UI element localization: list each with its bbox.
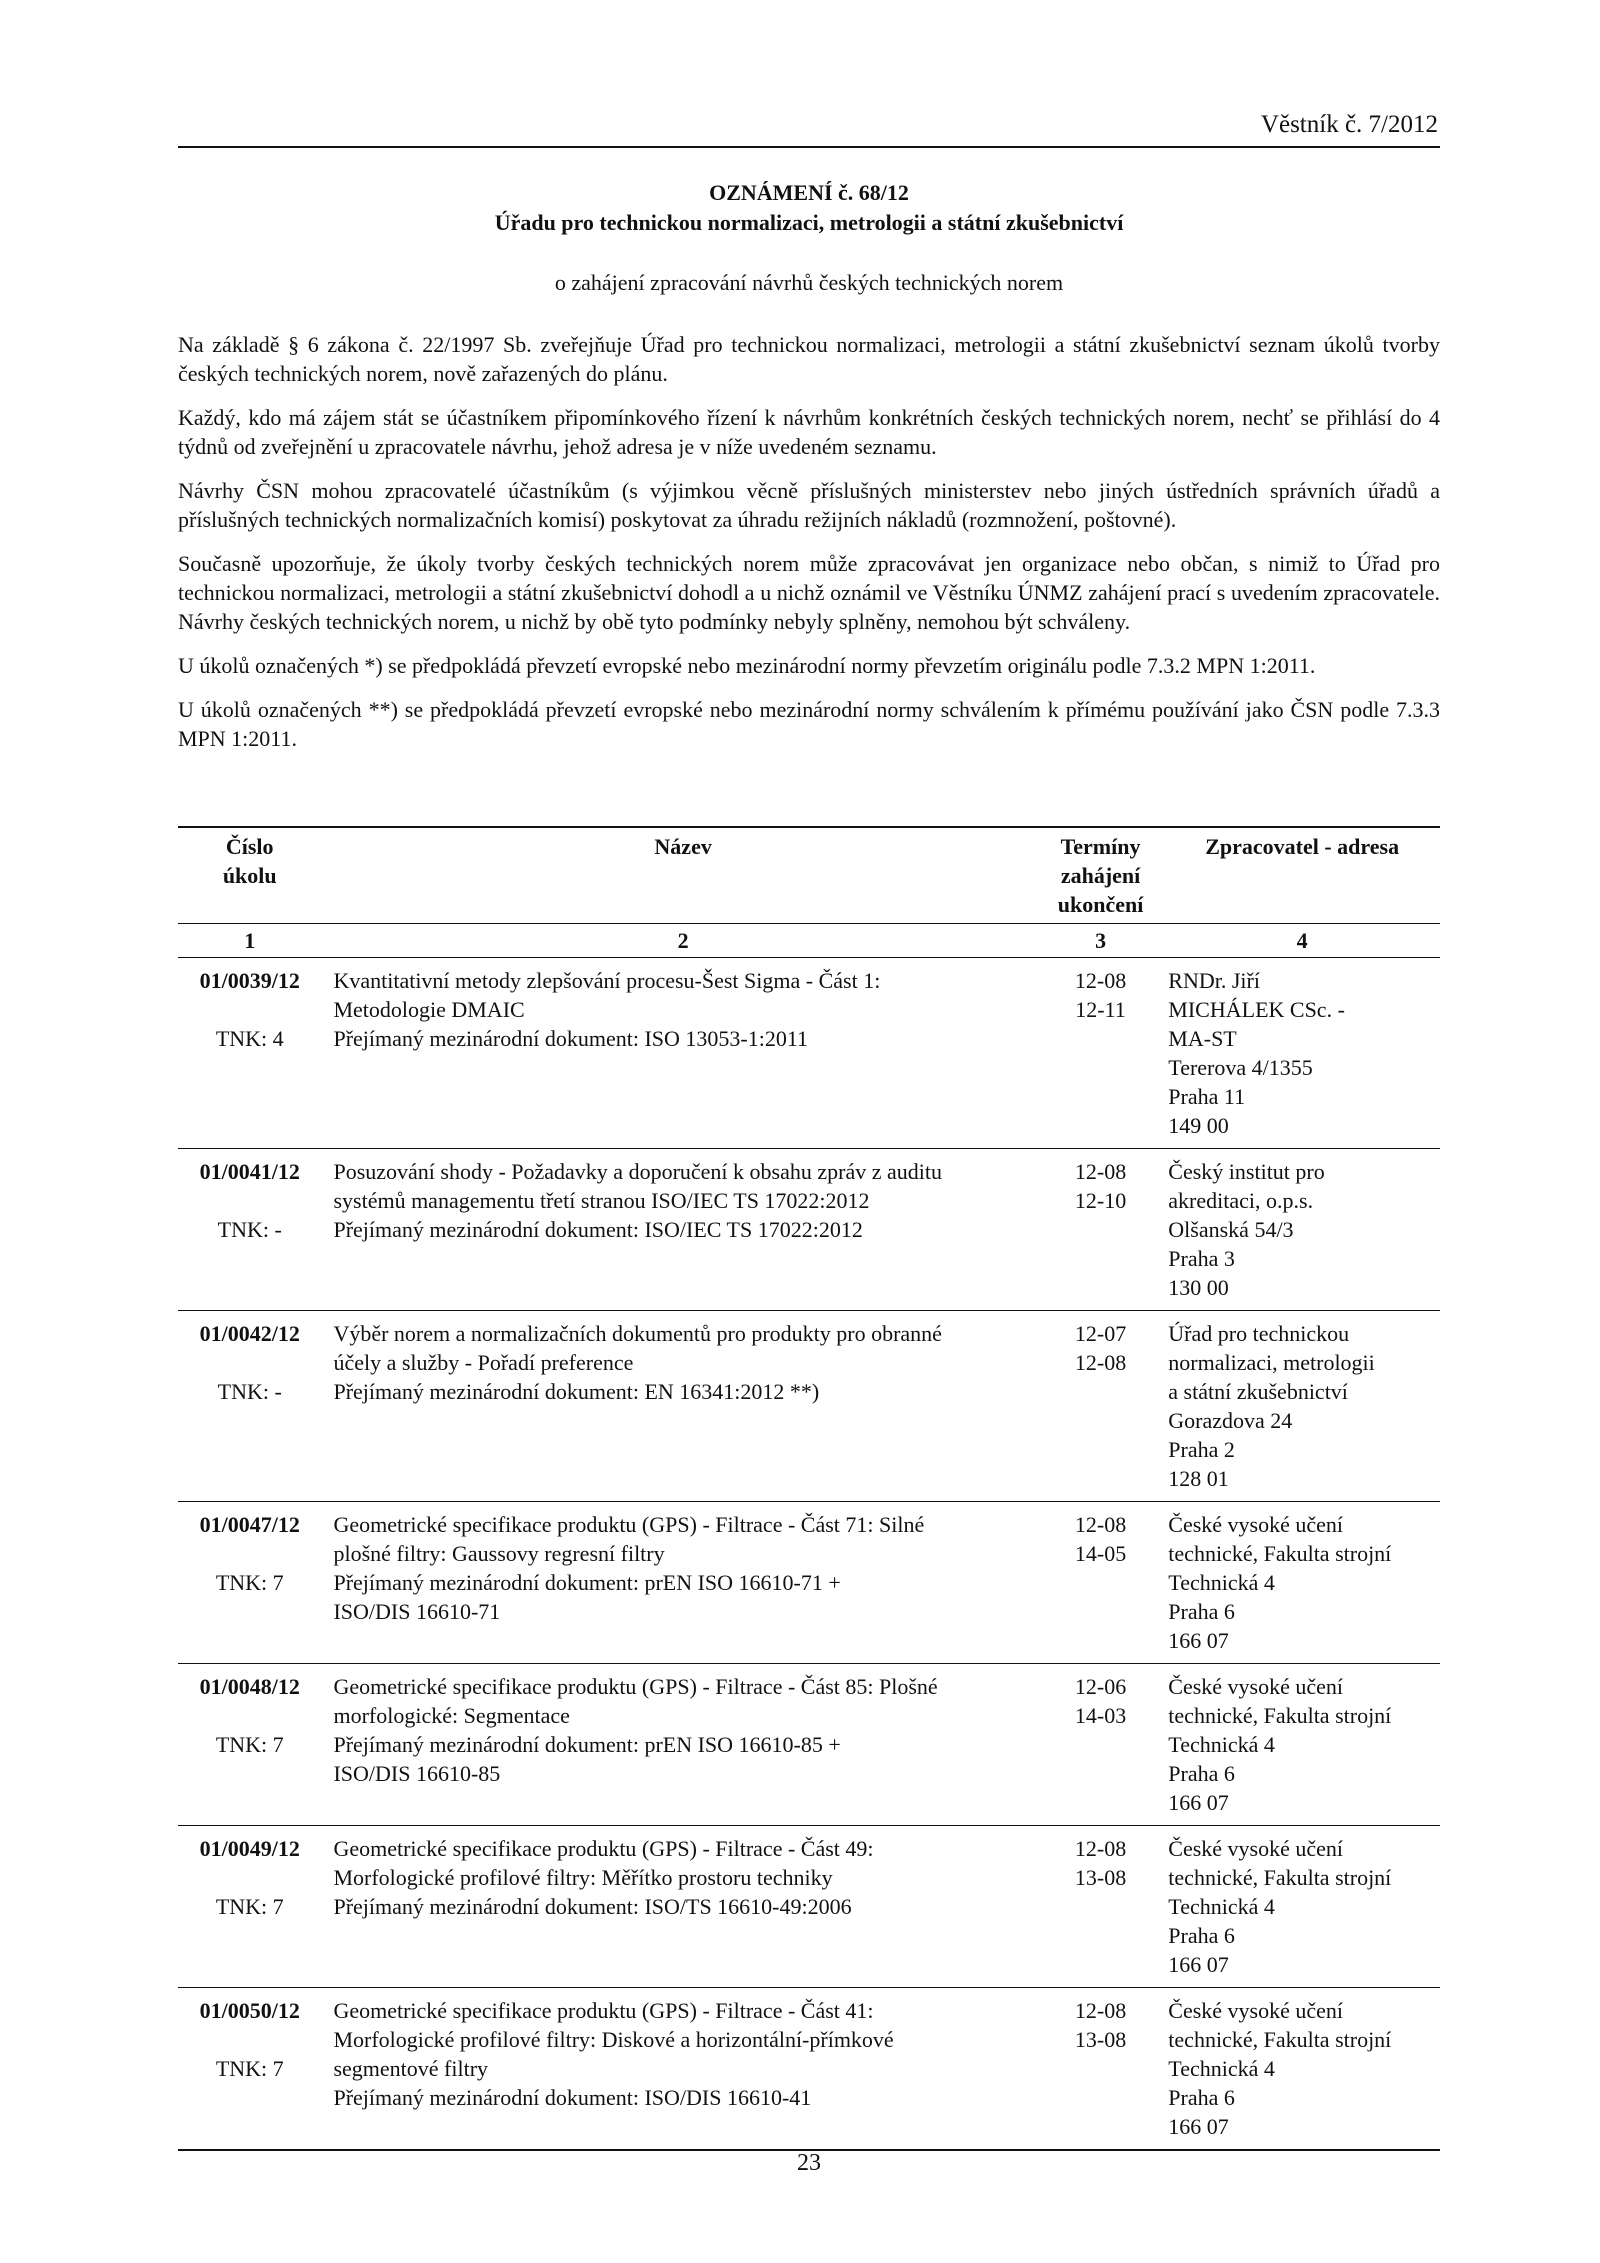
address-line: 166 07	[1168, 1952, 1229, 1977]
address-line: České vysoké učení	[1168, 1674, 1344, 1699]
address-line: Tererova 4/1355	[1168, 1055, 1313, 1080]
address-line: Gorazdova 24	[1168, 1408, 1293, 1433]
announcement-title-block	[178, 178, 1440, 298]
end-term: 12-08	[1074, 1350, 1127, 1375]
task-terms-cell	[1037, 1664, 1164, 1826]
start-term: 12-07	[1074, 1321, 1127, 1346]
address-line: České vysoké učení	[1168, 1836, 1344, 1861]
paragraph: Na základě § 6 zákona č. 22/1997 Sb. zveřejňuje Úřad pro technickou normalizaci, metrologii a státní zkušebnictví seznam úkolů tvorby českých technických norem, nově zařazených do plánu.	[178, 332, 1440, 386]
table-row	[178, 1311, 1440, 1502]
task-number-cell	[178, 1988, 321, 2151]
address-line: 128 01	[1168, 1466, 1229, 1491]
task-name-line: segmentové filtry	[333, 2056, 489, 2081]
address-line: 166 07	[1168, 1790, 1229, 1815]
start-term: 12-08	[1074, 1512, 1127, 1537]
address-line: normalizaci, metrologii	[1168, 1350, 1375, 1375]
address-line: technické, Fakulta strojní	[1168, 1541, 1392, 1566]
tasks-table	[178, 826, 1440, 2151]
table-row	[178, 1826, 1440, 1988]
column-number: 1	[178, 924, 321, 958]
table-column-numbers-row	[178, 924, 1440, 958]
paragraph: U úkolů označených *) se předpokládá převzetí evropské nebo mezinárodní normy převzetím originálu podle 7.3.2 MPN 1:2011.	[178, 653, 1316, 678]
task-name-line: Přejímaný mezinárodní dokument: prEN ISO 16610-85 +	[333, 1732, 841, 1757]
address-line: Olšanská 54/3	[1168, 1217, 1294, 1242]
task-number: 01/0049/12	[199, 1836, 300, 1861]
end-term: 14-03	[1074, 1703, 1127, 1728]
page-number: 23	[797, 2150, 821, 2176]
tnk-code: TNK: 7	[215, 1894, 284, 1919]
start-term: 12-08	[1074, 968, 1127, 993]
start-term: 12-08	[1074, 1836, 1127, 1861]
task-number: 01/0042/12	[199, 1321, 300, 1346]
task-name-line: plošné filtry: Gaussovy regresní filtry	[333, 1541, 665, 1566]
task-name-line: Přejímaný mezinárodní dokument: EN 16341:2012 **)	[333, 1379, 820, 1404]
table-header-row	[178, 827, 1440, 924]
task-name-line: Geometrické specifikace produktu (GPS) - Filtrace - Část 71: Silné	[333, 1512, 925, 1537]
task-name-line: Geometrické specifikace produktu (GPS) - Filtrace - Část 85: Plošné	[333, 1674, 938, 1699]
paragraph: Návrhy ČSN mohou zpracovatelé účastníkům (s výjimkou věcně příslušných ministerstev nebo jiných ústředních správních úřadů a příslušných technických normalizačních komisí) poskytovat za úhradu režijních nákladů (rozmnožení, poštovné).	[178, 478, 1440, 532]
processor-address-cell	[1164, 1311, 1440, 1502]
task-name-line: Přejímaný mezinárodní dokument: ISO/DIS 16610-41	[333, 2085, 812, 2110]
task-name-line: Geometrické specifikace produktu (GPS) - Filtrace - Část 41:	[333, 1998, 874, 2023]
address-line: technické, Fakulta strojní	[1168, 1865, 1392, 1890]
tnk-code: TNK: 7	[215, 1732, 284, 1757]
end-term: 14-05	[1074, 1541, 1127, 1566]
task-name-line: ISO/DIS 16610-85	[333, 1761, 501, 1786]
end-term: 12-10	[1074, 1188, 1127, 1213]
task-number-cell	[178, 958, 321, 1149]
header-task-number: Číslo úkolu	[178, 827, 321, 924]
task-name-cell	[321, 1502, 1036, 1664]
address-line: Praha 6	[1168, 2085, 1235, 2110]
task-number-cell	[178, 1149, 321, 1311]
table-row	[178, 1988, 1440, 2151]
task-number: 01/0048/12	[199, 1674, 300, 1699]
processor-address-cell	[1164, 1664, 1440, 1826]
task-name-cell	[321, 1311, 1036, 1502]
tnk-code: TNK: 4	[215, 1026, 284, 1051]
task-name-cell	[321, 1664, 1036, 1826]
address-line: technické, Fakulta strojní	[1168, 2027, 1392, 2052]
paragraph: Každý, kdo má zájem stát se účastníkem připomínkového řízení k návrhům konkrétních českých technických norem, nechť se přihlásí do 4 týdnů od zveřejnění u zpracovatele návrhu, jehož adresa je v níže uvedeném seznamu.	[178, 405, 1440, 459]
processor-address-cell	[1164, 958, 1440, 1149]
address-line: Praha 3	[1168, 1246, 1235, 1271]
address-line: 166 07	[1168, 1628, 1229, 1653]
address-line: Český institut pro	[1168, 1159, 1325, 1184]
task-name-line: Geometrické specifikace produktu (GPS) - Filtrace - Část 49:	[333, 1836, 874, 1861]
task-terms-cell	[1037, 958, 1164, 1149]
task-name-line: systémů managementu třetí stranou ISO/IEC TS 17022:2012	[333, 1188, 870, 1213]
start-term: 12-06	[1074, 1674, 1127, 1699]
address-line: 149 00	[1168, 1113, 1229, 1138]
address-line: Praha 6	[1168, 1923, 1235, 1948]
column-number: 4	[1164, 924, 1440, 958]
task-name-line: Posuzování shody - Požadavky a doporučení k obsahu zpráv z auditu	[333, 1159, 942, 1184]
task-name-cell	[321, 1149, 1036, 1311]
announcement-subject: o zahájení zpracování návrhů českých technických norem	[554, 270, 1064, 295]
task-name-line: ISO/DIS 16610-71	[333, 1599, 501, 1624]
address-line: MICHÁLEK CSc. -	[1168, 997, 1345, 1022]
task-name-cell	[321, 958, 1036, 1149]
address-line: Praha 2	[1168, 1437, 1235, 1462]
end-term: 13-08	[1074, 2027, 1127, 2052]
address-line: Praha 11	[1168, 1084, 1246, 1109]
address-line: Praha 6	[1168, 1761, 1235, 1786]
task-number-cell	[178, 1664, 321, 1826]
journal-issue: Věstník č. 7/2012	[1260, 111, 1438, 138]
header-name: Název	[321, 827, 1036, 924]
task-number-cell	[178, 1826, 321, 1988]
address-line: Technická 4	[1168, 1732, 1275, 1757]
processor-address-cell	[1164, 1502, 1440, 1664]
address-line: RNDr. Jiří	[1168, 968, 1260, 993]
address-line: Technická 4	[1168, 1894, 1275, 1919]
start-term: 12-08	[1074, 1159, 1127, 1184]
address-line: Technická 4	[1168, 2056, 1275, 2081]
task-number: 01/0050/12	[199, 1998, 300, 2023]
tnk-code: TNK: -	[217, 1379, 282, 1404]
address-line: MA-ST	[1168, 1026, 1237, 1051]
address-line: akreditaci, o.p.s.	[1168, 1188, 1314, 1213]
address-line: Úřad pro technickou	[1168, 1321, 1350, 1346]
intro-paragraphs	[178, 330, 1440, 768]
header-terms: Termíny zahájení ukončení	[1037, 827, 1164, 924]
header-processor-address: Zpracovatel - adresa	[1164, 827, 1440, 924]
task-number-cell	[178, 1502, 321, 1664]
task-name-line: Přejímaný mezinárodní dokument: ISO/IEC TS 17022:2012	[333, 1217, 863, 1242]
task-name-line: Přejímaný mezinárodní dokument: ISO/TS 16610-49:2006	[333, 1894, 852, 1919]
start-term: 12-08	[1074, 1998, 1127, 2023]
task-terms-cell	[1037, 1988, 1164, 2151]
address-line: České vysoké učení	[1168, 1998, 1344, 2023]
task-terms-cell	[1037, 1149, 1164, 1311]
table-row	[178, 1664, 1440, 1826]
task-name-line: Přejímaný mezinárodní dokument: ISO 13053-1:2011	[333, 1026, 809, 1051]
task-name-cell	[321, 1988, 1036, 2151]
task-name-line: Kvantitativní metody zlepšování procesu-Šest Sigma - Část 1:	[333, 968, 881, 993]
task-name-line: morfologické: Segmentace	[333, 1703, 570, 1728]
task-number: 01/0041/12	[199, 1159, 300, 1184]
table-row	[178, 1149, 1440, 1311]
task-number-cell	[178, 1311, 321, 1502]
address-line: 130 00	[1168, 1275, 1229, 1300]
address-line: Technická 4	[1168, 1570, 1275, 1595]
tnk-code: TNK: 7	[215, 1570, 284, 1595]
page-header	[178, 110, 1440, 148]
task-terms-cell	[1037, 1826, 1164, 1988]
end-term: 13-08	[1074, 1865, 1127, 1890]
document-page	[178, 0, 1440, 2263]
table-row	[178, 1502, 1440, 1664]
processor-address-cell	[1164, 1988, 1440, 2151]
task-name-line: Morfologické profilové filtry: Měřítko prostoru techniky	[333, 1865, 833, 1890]
column-number: 3	[1037, 924, 1164, 958]
task-name-line: Metodologie DMAIC	[333, 997, 525, 1022]
task-name-cell	[321, 1826, 1036, 1988]
tnk-code: TNK: -	[217, 1217, 282, 1242]
processor-address-cell	[1164, 1149, 1440, 1311]
task-name-line: Přejímaný mezinárodní dokument: prEN ISO 16610-71 +	[333, 1570, 841, 1595]
address-line: Praha 6	[1168, 1599, 1235, 1624]
task-name-line: Výběr norem a normalizačních dokumentů pro produkty pro obranné	[333, 1321, 942, 1346]
announcement-number: OZNÁMENÍ č. 68/12	[709, 180, 909, 205]
address-line: 166 07	[1168, 2114, 1229, 2139]
task-number: 01/0047/12	[199, 1512, 300, 1537]
paragraph: Současně upozorňuje, že úkoly tvorby českých technických norem může zpracovávat jen organizace nebo občan, s nimiž to Úřad pro technickou normalizaci, metrologii a státní zkušebnictví dohodl a u nichž oznámil ve Věstníku ÚNMZ zahájení prací s uvedením zpracovatele. Návrhy českých technických norem, u nichž by obě tyto podmínky nebyly splněny, nemohou být schváleny.	[178, 551, 1440, 634]
address-line: technické, Fakulta strojní	[1168, 1703, 1392, 1728]
address-line: a státní zkušebnictví	[1168, 1379, 1348, 1404]
table-row	[178, 958, 1440, 1149]
issuing-office: Úřadu pro technickou normalizaci, metrologii a státní zkušebnictví	[494, 210, 1124, 235]
address-line: České vysoké učení	[1168, 1512, 1344, 1537]
task-terms-cell	[1037, 1502, 1164, 1664]
tnk-code: TNK: 7	[215, 2056, 284, 2081]
task-number: 01/0039/12	[199, 968, 300, 993]
processor-address-cell	[1164, 1826, 1440, 1988]
task-terms-cell	[1037, 1311, 1164, 1502]
task-name-line: Morfologické profilové filtry: Diskové a horizontální-přímkové	[333, 2027, 894, 2052]
task-name-line: účely a služby - Pořadí preference	[333, 1350, 634, 1375]
column-number: 2	[321, 924, 1036, 958]
end-term: 12-11	[1075, 997, 1126, 1022]
paragraph: U úkolů označených **) se předpokládá převzetí evropské nebo mezinárodní normy schválením k přímému používání jako ČSN podle 7.3.3 MPN 1:2011.	[178, 697, 1440, 751]
